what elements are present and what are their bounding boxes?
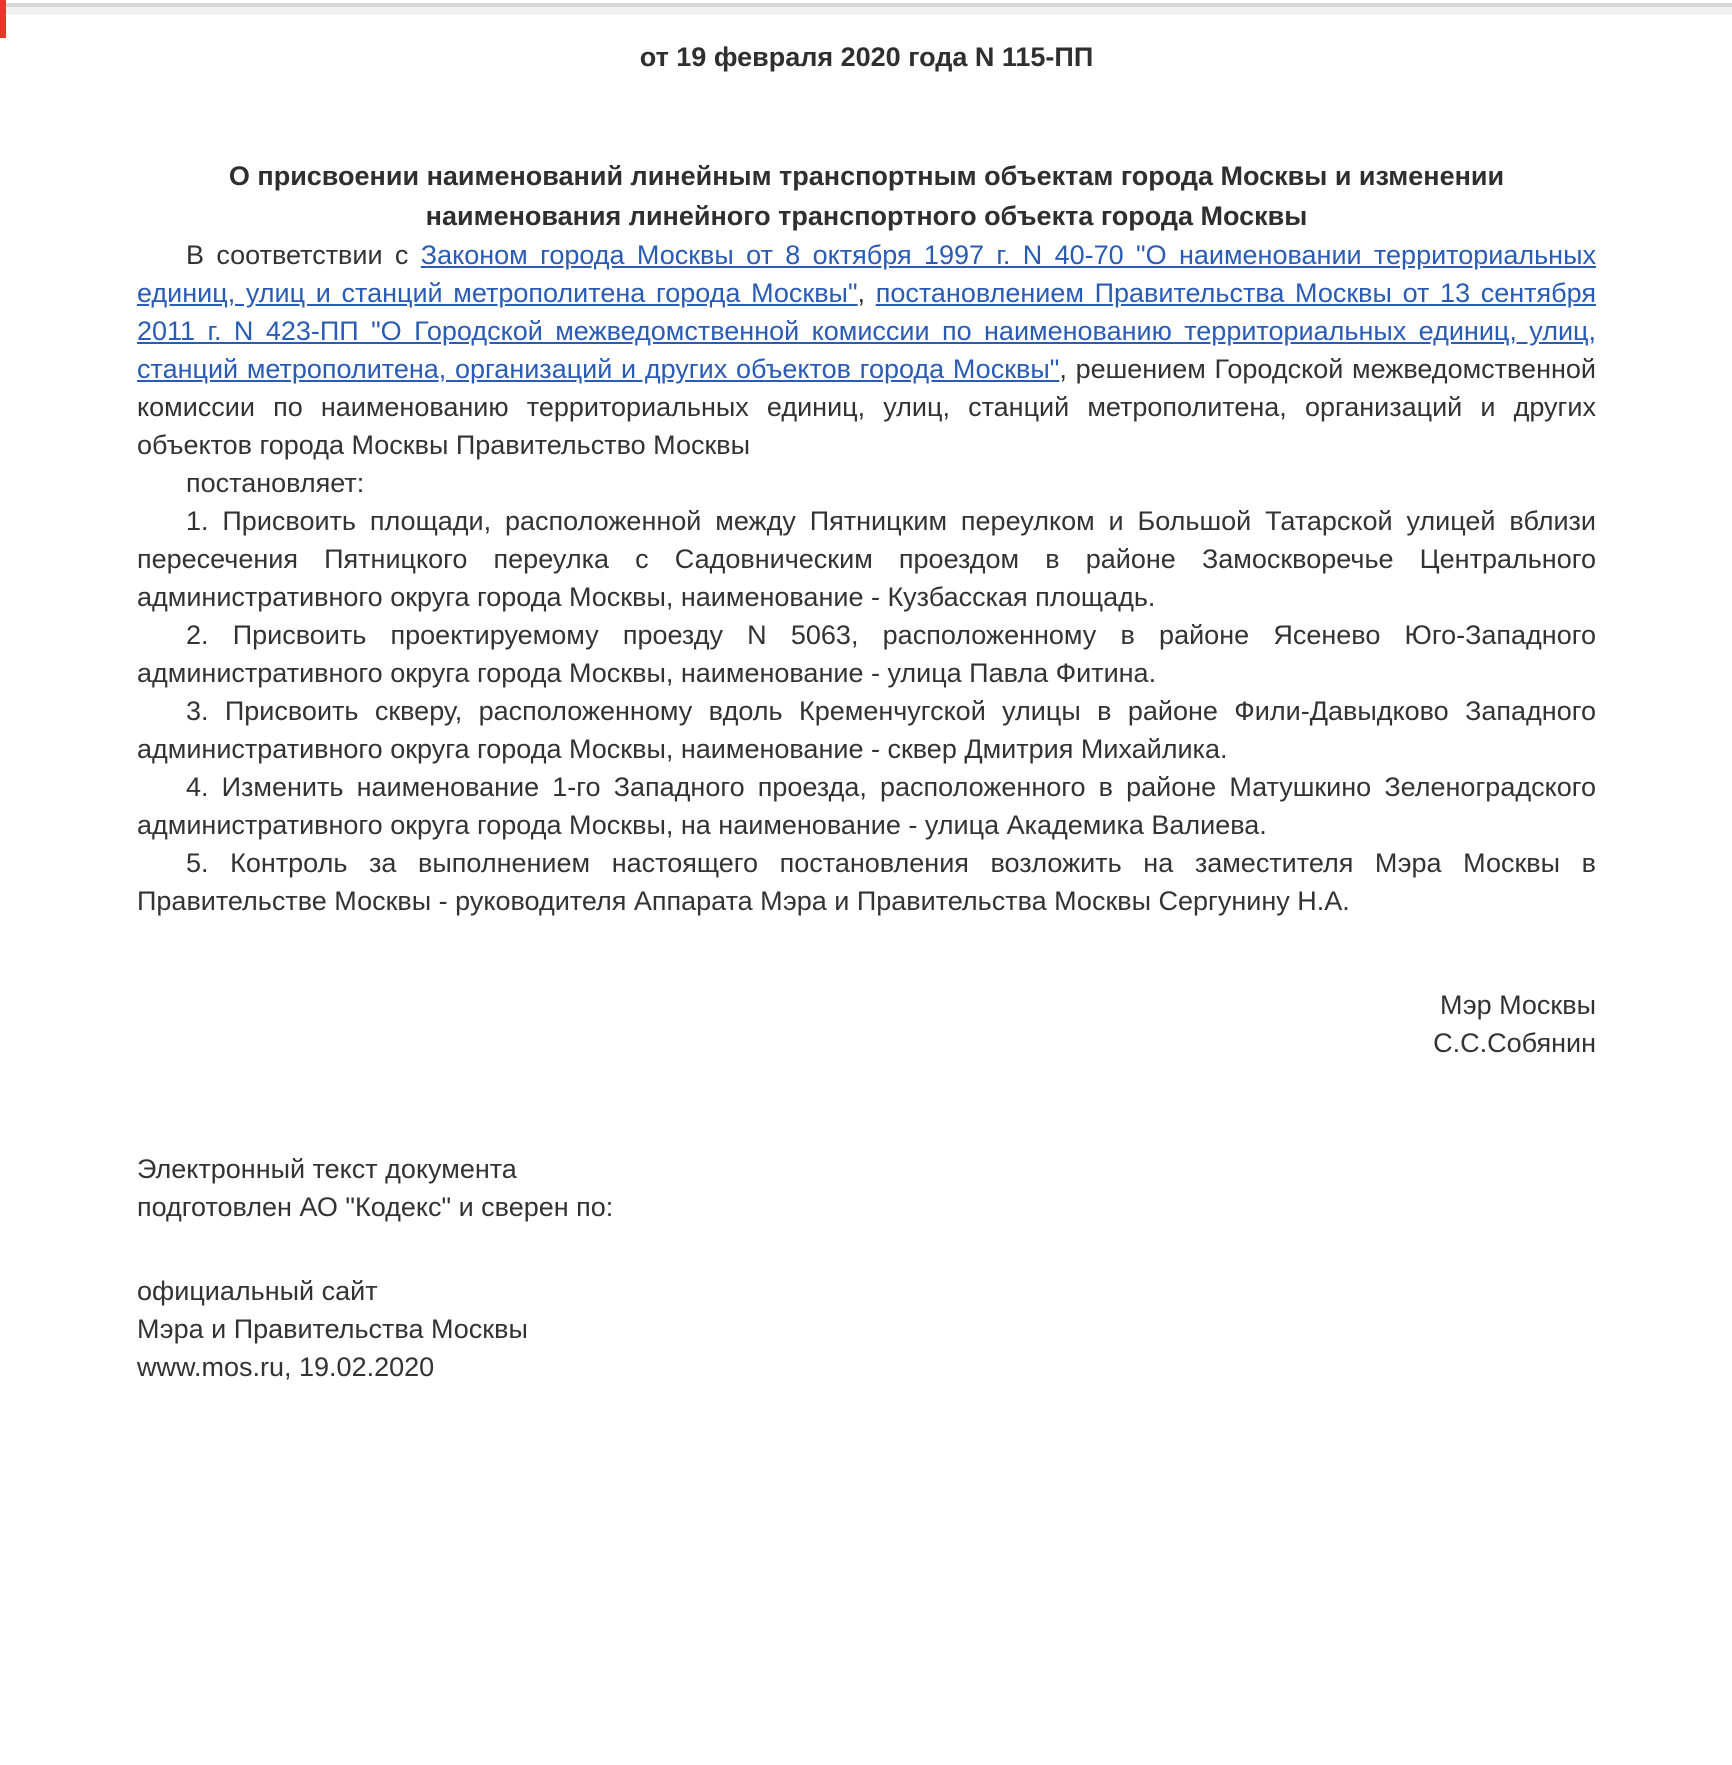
decree-423-pp-link[interactable]: постановлением Правительства Москвы от 13 сентября 2011 г. N 423-ПП "О Городской межведомственной комиссии по наименованию территориальных единиц, улиц, станций метрополитена, организаций и других объектов города Москвы" <box>137 278 1596 384</box>
intro-separator-2: , <box>1059 354 1076 384</box>
signature-title: Мэр Москвы <box>1440 990 1596 1020</box>
signature-block <box>137 986 1596 1062</box>
footer-note <box>137 1150 1596 1226</box>
signature-name: С.С.Собянин <box>1433 1028 1596 1058</box>
decree-item-2: 2. Присвоить проектируемому проезду N 5063, расположенному в районе Ясенево Юго-Западного административного округа города Москвы, наименование - улица Павла Фитина. <box>137 620 1596 688</box>
decree-item-5: 5. Контроль за выполнением настоящего постановления возложить на заместителя Мэра Москвы в Правительстве Москвы - руководителя Аппарата Мэра и Правительства Москвы Сергунину Н.А. <box>137 848 1596 916</box>
red-corner-marker <box>0 0 6 38</box>
resolves-label: постановляет: <box>186 468 365 498</box>
footer-note-line-2: подготовлен АО "Кодекс" и сверен по: <box>137 1192 614 1222</box>
decree-item-3: 3. Присвоить скверу, расположенному вдоль Кременчугской улицы в районе Фили-Давыдково Западного административного округа города Москвы, наименование - сквер Дмитрия Михайлика. <box>137 696 1596 764</box>
law-40-70-link[interactable]: Законом города Москвы от 8 октября 1997 г. N 40-70 "О наименовании территориальных единиц, улиц и станций метрополитена города Москвы" <box>137 240 1596 308</box>
doc-title: О присвоении наименований линейным транспортным объектам города Москвы и изменении наименования линейного транспортного объекта города Москвы <box>228 161 1505 231</box>
footer-source-line-1: официальный сайт <box>137 1276 378 1306</box>
footer-source-line-3: www.mos.ru, 19.02.2020 <box>137 1352 435 1382</box>
footer-note-line-1: Электронный текст документа <box>137 1154 517 1184</box>
footer-source <box>137 1272 1596 1386</box>
decree-item-1: 1. Присвоить площади, расположенной между Пятницким переулком и Большой Татарской улицей вблизи пересечения Пятницкого переулка с Садовническим проездом в районе Замоскворечье Центрального административного округа города Москвы, наименование - Кузбасская площадь. <box>137 506 1596 612</box>
intro-separator-1: , <box>857 278 876 308</box>
intro-paragraph <box>137 236 1596 464</box>
intro-text-rest: решением Городской межведомственной комиссии по наименованию территориальных единиц, улиц, станций метрополитена, организаций и других объектов города Москвы Правительство Москвы <box>137 354 1596 460</box>
decree-item-4: 4. Изменить наименование 1-го Западного проезда, расположенного в районе Матушкино Зеленоградского административного округа города Москвы, на наименование - улица Академика Валиева. <box>137 772 1596 840</box>
footer-source-line-2: Мэра и Правительства Москвы <box>137 1314 528 1344</box>
doc-number-line: от 19 февраля 2020 года N 115-ПП <box>639 42 1094 72</box>
intro-text-pre: В соответствии с <box>186 240 421 270</box>
